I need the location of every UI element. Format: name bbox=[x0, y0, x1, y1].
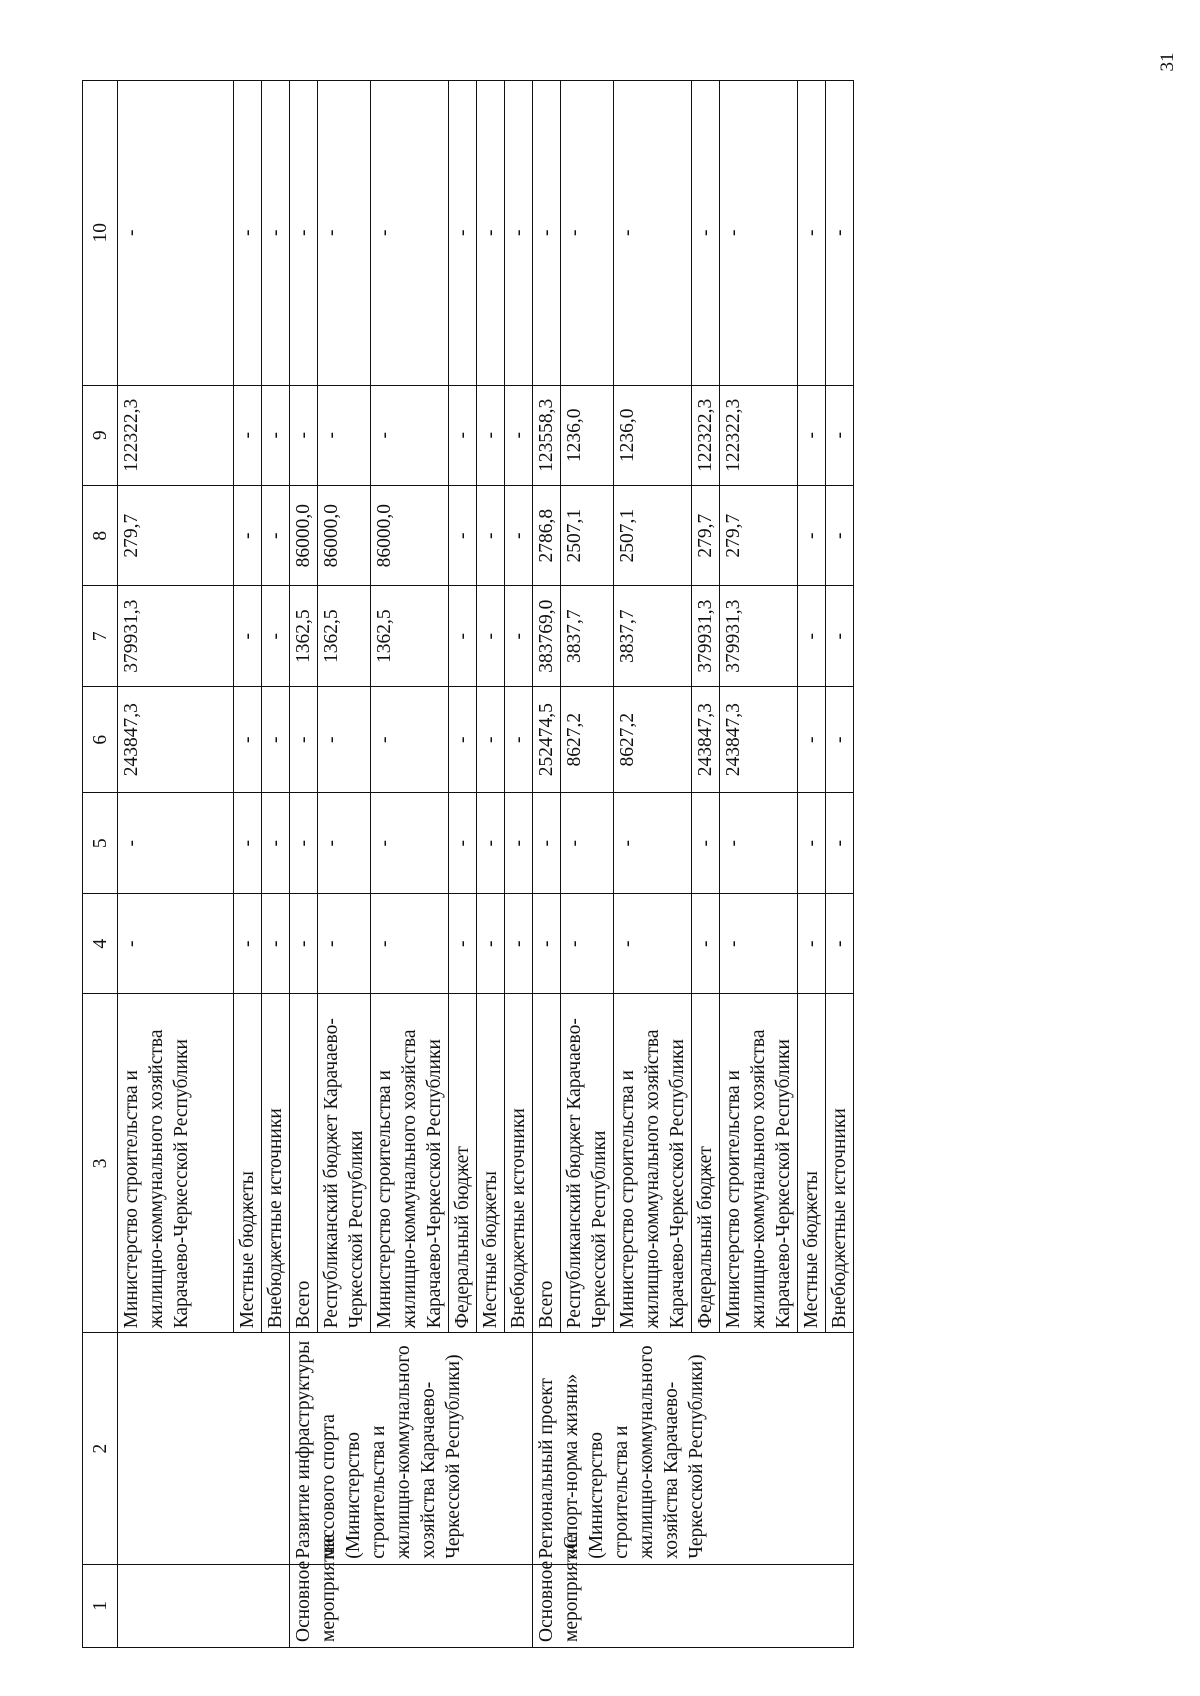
value-cell: - bbox=[449, 485, 477, 585]
page-number: 31 bbox=[1157, 52, 1178, 72]
value-cell: - bbox=[692, 893, 720, 993]
value-cell: - bbox=[533, 893, 561, 993]
value-cell: - bbox=[371, 385, 449, 485]
value-cell: 243847,3 bbox=[118, 686, 234, 793]
column-header: 6 bbox=[83, 686, 118, 793]
value-cell: - bbox=[318, 893, 371, 993]
value-cell: - bbox=[477, 686, 505, 793]
value-cell: - bbox=[692, 793, 720, 893]
value-cell: 279,7 bbox=[692, 485, 720, 585]
value-cell: - bbox=[234, 793, 262, 893]
value-cell: - bbox=[449, 893, 477, 993]
value-cell: 86000,0 bbox=[290, 485, 318, 585]
source-cell: Внебюджетные источники bbox=[262, 994, 290, 1333]
value-cell: - bbox=[118, 893, 234, 993]
value-cell: - bbox=[234, 385, 262, 485]
value-cell: - bbox=[826, 485, 854, 585]
rotated-page bbox=[82, 80, 1200, 1648]
source-cell: Республиканский бюджет Карачаево-Черкесской Республики bbox=[318, 994, 371, 1333]
value-cell: 379931,3 bbox=[692, 586, 720, 686]
value-cell: - bbox=[234, 893, 262, 993]
value-cell: - bbox=[477, 586, 505, 686]
source-cell: Всего bbox=[533, 994, 561, 1333]
value-cell: 243847,3 bbox=[692, 686, 720, 793]
value-cell: - bbox=[505, 485, 533, 585]
column-header: 2 bbox=[83, 1333, 118, 1564]
value-cell: - bbox=[533, 793, 561, 893]
value-cell: - bbox=[505, 893, 533, 993]
source-cell: Министерство строительства и жилищно-коммунального хозяйства Карачаево-Черкесской Республики bbox=[614, 994, 692, 1333]
source-cell: Республиканский бюджет Карачаево-Черкесской Республики bbox=[561, 994, 614, 1333]
value-cell: - bbox=[505, 81, 533, 386]
value-cell: - bbox=[798, 385, 826, 485]
value-cell: 86000,0 bbox=[371, 485, 449, 585]
value-cell: - bbox=[290, 81, 318, 386]
source-cell: Местные бюджеты bbox=[477, 994, 505, 1333]
value-cell: - bbox=[826, 793, 854, 893]
budget-table bbox=[82, 80, 854, 1648]
value-cell: - bbox=[371, 793, 449, 893]
value-cell: - bbox=[561, 893, 614, 993]
value-cell: 379931,3 bbox=[720, 586, 798, 686]
value-cell: - bbox=[234, 81, 262, 386]
value-cell: - bbox=[449, 81, 477, 386]
event-name-cell: Развитие инфраструктуры массового спорта (Министерство строительства и жилищно-коммунального хозяйства Карачаево-Черкесской Республики) bbox=[290, 1333, 533, 1564]
column-header: 9 bbox=[83, 385, 118, 485]
table-row bbox=[118, 81, 234, 1648]
value-cell: 2507,1 bbox=[614, 485, 692, 585]
value-cell: 243847,3 bbox=[720, 686, 798, 793]
value-cell: - bbox=[477, 793, 505, 893]
value-cell: 279,7 bbox=[118, 485, 234, 585]
value-cell: 122322,3 bbox=[118, 385, 234, 485]
value-cell: - bbox=[262, 385, 290, 485]
event-name-cell bbox=[118, 1333, 290, 1564]
table-row bbox=[290, 81, 318, 1648]
value-cell: - bbox=[449, 686, 477, 793]
source-cell: Федеральный бюджет bbox=[449, 994, 477, 1333]
value-cell: - bbox=[533, 81, 561, 386]
value-cell: - bbox=[449, 793, 477, 893]
value-cell: - bbox=[561, 793, 614, 893]
value-cell: - bbox=[262, 793, 290, 893]
value-cell: - bbox=[477, 385, 505, 485]
value-cell: - bbox=[318, 793, 371, 893]
value-cell: 3837,7 bbox=[614, 586, 692, 686]
value-cell: - bbox=[477, 81, 505, 386]
value-cell: - bbox=[290, 893, 318, 993]
value-cell: 1362,5 bbox=[318, 586, 371, 686]
value-cell: - bbox=[118, 793, 234, 893]
source-cell: Министерство строительства и жилищно-коммунального хозяйства Карачаево-Черкесской Республики bbox=[720, 994, 798, 1333]
value-cell: - bbox=[477, 485, 505, 585]
value-cell: 379931,3 bbox=[118, 586, 234, 686]
value-cell: - bbox=[477, 893, 505, 993]
value-cell: - bbox=[798, 586, 826, 686]
value-cell: - bbox=[798, 686, 826, 793]
value-cell: - bbox=[449, 385, 477, 485]
column-header: 1 bbox=[83, 1564, 118, 1647]
event-type-cell: Основное мероприятие bbox=[533, 1564, 854, 1647]
value-cell: - bbox=[262, 686, 290, 793]
value-cell: - bbox=[826, 686, 854, 793]
value-cell: - bbox=[614, 893, 692, 993]
source-cell: Всего bbox=[290, 994, 318, 1333]
source-cell: Внебюджетные источники bbox=[505, 994, 533, 1333]
value-cell: - bbox=[826, 385, 854, 485]
header-row bbox=[83, 81, 118, 1648]
value-cell: - bbox=[505, 385, 533, 485]
value-cell: - bbox=[798, 793, 826, 893]
value-cell: - bbox=[720, 81, 798, 386]
event-type-cell bbox=[118, 1564, 290, 1647]
value-cell: - bbox=[449, 586, 477, 686]
value-cell: - bbox=[290, 793, 318, 893]
value-cell: - bbox=[720, 793, 798, 893]
value-cell: - bbox=[262, 81, 290, 386]
value-cell: 3837,7 bbox=[561, 586, 614, 686]
value-cell: - bbox=[290, 385, 318, 485]
value-cell: - bbox=[262, 893, 290, 993]
value-cell: 2507,1 bbox=[561, 485, 614, 585]
value-cell: 1362,5 bbox=[290, 586, 318, 686]
value-cell: 252474,5 bbox=[533, 686, 561, 793]
value-cell: - bbox=[371, 893, 449, 993]
event-type-cell: Основное мероприятие bbox=[290, 1564, 533, 1647]
value-cell: 1236,0 bbox=[614, 385, 692, 485]
column-header: 4 bbox=[83, 893, 118, 993]
value-cell: 122322,3 bbox=[720, 385, 798, 485]
source-cell: Местные бюджеты bbox=[798, 994, 826, 1333]
column-header: 5 bbox=[83, 793, 118, 893]
value-cell: - bbox=[798, 81, 826, 386]
value-cell: - bbox=[118, 81, 234, 386]
event-name-cell: Региональный проект «Спорт-норма жизни» (Министерство строительства и жилищно-коммунального хозяйства Карачаево-Черкесской Республики) bbox=[533, 1333, 854, 1564]
value-cell: - bbox=[720, 893, 798, 993]
value-cell: - bbox=[692, 81, 720, 386]
value-cell: 8627,2 bbox=[614, 686, 692, 793]
table-row bbox=[533, 81, 561, 1648]
source-cell: Федеральный бюджет bbox=[692, 994, 720, 1333]
source-cell: Внебюджетные источники bbox=[826, 994, 854, 1333]
value-cell: - bbox=[371, 81, 449, 386]
value-cell: 8627,2 bbox=[561, 686, 614, 793]
value-cell: - bbox=[262, 485, 290, 585]
value-cell: 122322,3 bbox=[692, 385, 720, 485]
value-cell: 279,7 bbox=[720, 485, 798, 585]
value-cell: - bbox=[826, 81, 854, 386]
value-cell: 1236,0 bbox=[561, 385, 614, 485]
column-header: 8 bbox=[83, 485, 118, 585]
value-cell: 2786,8 bbox=[533, 485, 561, 585]
value-cell: - bbox=[798, 893, 826, 993]
value-cell: - bbox=[290, 686, 318, 793]
value-cell: - bbox=[826, 586, 854, 686]
value-cell: 383769,0 bbox=[533, 586, 561, 686]
value-cell: - bbox=[234, 586, 262, 686]
column-header: 7 bbox=[83, 586, 118, 686]
value-cell: - bbox=[614, 81, 692, 386]
source-cell: Министерство строительства и жилищно-коммунального хозяйства Карачаево-Черкесской Республики bbox=[118, 994, 234, 1333]
value-cell: - bbox=[262, 586, 290, 686]
source-cell: Министерство строительства и жилищно-коммунального хозяйства Карачаево-Черкесской Республики bbox=[371, 994, 449, 1333]
value-cell: - bbox=[318, 81, 371, 386]
value-cell: - bbox=[826, 893, 854, 993]
value-cell: - bbox=[614, 793, 692, 893]
value-cell: 123558,3 bbox=[533, 385, 561, 485]
value-cell: - bbox=[318, 686, 371, 793]
value-cell: - bbox=[318, 385, 371, 485]
value-cell: - bbox=[505, 686, 533, 793]
value-cell: - bbox=[798, 485, 826, 585]
column-header: 10 bbox=[83, 81, 118, 386]
source-cell: Местные бюджеты bbox=[234, 994, 262, 1333]
value-cell: - bbox=[234, 686, 262, 793]
value-cell: - bbox=[561, 81, 614, 386]
value-cell: 86000,0 bbox=[318, 485, 371, 585]
value-cell: 1362,5 bbox=[371, 586, 449, 686]
column-header: 3 bbox=[83, 994, 118, 1333]
value-cell: - bbox=[505, 586, 533, 686]
value-cell: - bbox=[505, 793, 533, 893]
value-cell: - bbox=[371, 686, 449, 793]
value-cell: - bbox=[234, 485, 262, 585]
